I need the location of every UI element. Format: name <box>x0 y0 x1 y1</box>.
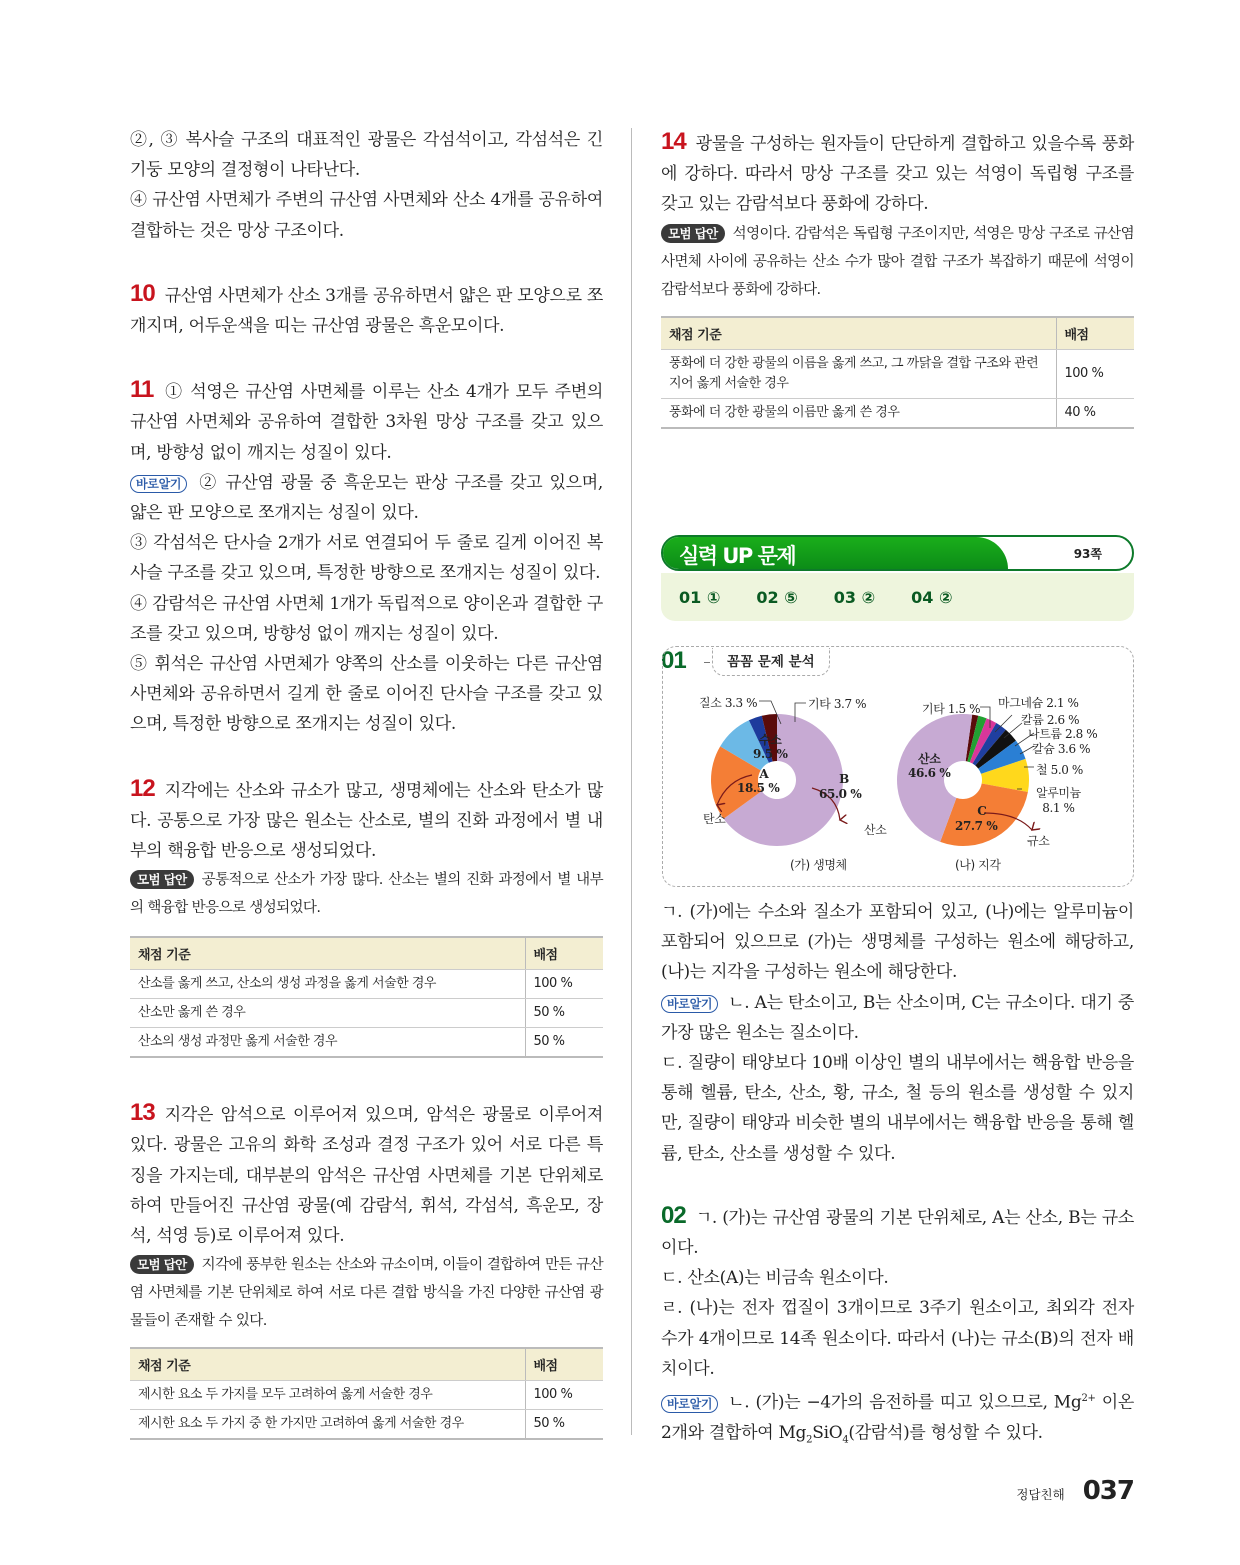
scoring-table <box>130 936 603 1058</box>
criteria-cell: 제시한 요소 두 가지 중 한 가지만 고려하여 옳게 서술한 경우 <box>130 1410 525 1440</box>
answer-text: ㄴ. A는 탄소이고, B는 산소이며, C는 규소이다. 대기 중 가장 많은 원소는 질소이다. <box>661 992 1134 1043</box>
table-header: 배점 <box>525 937 603 970</box>
answer-text: 규산염 사면체가 산소 3개를 공유하면서 얇은 판 모양으로 쪼개지며, 어두운색을 띠는 규산염 광물은 흑운모이다. <box>130 285 603 337</box>
answer-text: 바로알기 ㄴ. (가)는 −4가의 음전하를 띠고 있으므로, $Mg^{2+}$ 이온 2개와 결합하여 $Mg_2SiO_4$(감람석)를 형성할 수 있다. <box>661 1392 1134 1446</box>
table-row <box>130 1410 603 1440</box>
answer-key-item: 03 ② <box>833 587 876 607</box>
pie-label: 철 5.0 % <box>1036 763 1083 777</box>
table-header: 채점 기준 <box>130 1348 525 1381</box>
pie-label: 기타 3.7 % <box>808 697 867 711</box>
pie-label: 알루미늄 8.1 % <box>1036 786 1081 815</box>
criteria-cell: 산소를 옳게 쓰고, 산소의 생성 과정을 옳게 서술한 경우 <box>130 970 525 999</box>
question-14 <box>661 127 1134 220</box>
model-answer-badge: 모범 답안 <box>661 224 725 243</box>
model-answer-text: 공통적으로 산소가 가장 많다. 산소는 별의 진화 과정에서 별 내부의 핵융합 반응으로 생성되었다. <box>130 872 603 917</box>
table-header: 채점 기준 <box>661 317 1056 350</box>
pie-annotation: 탄소 <box>703 812 726 826</box>
question-number: 02 <box>661 1201 686 1229</box>
table-row <box>130 1028 603 1058</box>
answer-text: ① 석영은 규산염 사면체를 이루는 산소 4개가 모두 주변의 규산염 사면체와 공유하여 결합한 3차원 망상 구조를 갖고 있으며, 방향성 없이 깨지는 성질이 있다. <box>130 382 603 463</box>
criteria-cell: 풍화에 더 강한 광물의 이름을 옳게 쓰고, 그 까닭을 결합 구조와 관련지어 옳게 서술한 경우 <box>661 349 1056 398</box>
model-answer-text: 석영이다. 감람석은 독립형 구조이지만, 석영은 망상 구조로 규산염 사면체 사이에 공유하는 산소 수가 많아 결합 구조가 복잡하기 때문에 석영이 감람석보다 풍화에 강하다. <box>661 225 1134 298</box>
left-column <box>130 125 603 1440</box>
intro-line: ④ 규산염 사면체가 주변의 규산염 사면체와 산소 4개를 공유하여 결합하는 것은 망상 구조이다. <box>130 190 603 241</box>
question-13 <box>130 1098 603 1251</box>
table-row <box>130 999 603 1028</box>
pie-title: (가) 생명체 <box>790 858 847 872</box>
pie-label: B 65.0 % <box>819 772 862 801</box>
pie-title: (나) 지각 <box>955 858 1001 872</box>
answer-key-item: 01 ① <box>679 587 721 607</box>
pie-label: C 27.7 % <box>955 804 998 833</box>
question-number: 12 <box>130 774 155 802</box>
pie-label: 수소 9.5 % <box>753 733 788 761</box>
answer-text: ④ 감람석은 규산염 사면체 1개가 독립적으로 양이온과 결합한 구조를 갖고 있으며, 방향성 없이 깨지는 성질이 있다. <box>130 593 603 644</box>
answer-key-item: 04 ② <box>911 587 953 607</box>
answer-text: ㄹ. (나)는 전자 껍질이 3개이므로 3주기 원소이고, 최외각 전자 수가 4개이므로 14족 원소이다. 따라서 (나)는 규소(B)의 전자 배치이다. <box>661 1298 1134 1379</box>
criteria-cell: 제시한 요소 두 가지를 모두 고려하여 옳게 서술한 경우 <box>130 1381 525 1410</box>
score-cell: 40 % <box>1056 398 1134 428</box>
pie-label: 칼륨 2.6 % <box>1021 713 1080 727</box>
table-header: 채점 기준 <box>130 937 525 970</box>
table-row <box>130 1381 603 1410</box>
answer-text: ㄷ. 산소(A)는 비금속 원소이다. <box>661 1268 889 1289</box>
criteria-cell: 풍화에 더 강한 광물의 이름만 옳게 쓴 경우 <box>661 398 1056 428</box>
right-column-top <box>661 127 1134 429</box>
skill-up-banner <box>661 535 1134 571</box>
footer-label: 정답친해 <box>1016 1487 1065 1502</box>
scoring-table <box>130 1347 603 1440</box>
score-cell: 100 % <box>525 1381 603 1410</box>
pie-label: 기타 1.5 % <box>922 702 981 716</box>
question-01-explanation <box>661 897 1134 1456</box>
scoring-table <box>661 316 1134 429</box>
model-answer-badge: 모범 답안 <box>130 1255 194 1274</box>
model-answer <box>661 220 1134 304</box>
score-cell: 100 % <box>1056 349 1134 398</box>
correction-badge: 바로알기 <box>661 1395 718 1413</box>
banner-page-ref: 93쪽 <box>1073 547 1102 561</box>
model-answer-text: 지각에 풍부한 원소는 산소와 규소이며, 이들이 결합하여 만든 규산염 사면체를 기본 단위체로 하여 서로 다른 결합 방식을 가진 다양한 규산염 광물들이 존재할 수 있다. <box>130 1257 603 1330</box>
model-answer-badge: 모범 답안 <box>130 870 194 889</box>
pie-label: 나트륨 2.8 % <box>1028 727 1098 741</box>
pie-label: 산소 46.6 % <box>908 752 951 780</box>
pie-label: 마그네슘 2.1 % <box>998 696 1079 710</box>
answer-key-item: 02 ⑤ <box>756 587 798 607</box>
answer-text: ⑤ 휘석은 규산염 사면체가 양쪽의 산소를 이웃하는 다른 규산염 사면체와 공유하면서 길게 한 줄로 이어진 단사슬 구조를 갖고 있으며, 특정한 방향으로 쪼개지는 성질이 있다. <box>130 654 603 735</box>
model-answer <box>130 866 603 922</box>
page-footer <box>1016 1476 1134 1506</box>
pie-label: 칼슘 3.6 % <box>1032 742 1091 756</box>
intro-paragraph <box>130 125 603 246</box>
pie-annotation: 산소 <box>864 823 887 837</box>
question-12 <box>130 774 603 867</box>
analysis-label: 꼼꼼 문제 분석 <box>712 648 830 676</box>
score-cell: 50 % <box>525 1410 603 1440</box>
pie-label: 질소 3.3 % <box>699 696 758 710</box>
answer-text: ㄷ. 질량이 태양보다 10배 이상인 별의 내부에서는 핵융합 반응을 통해 헬륨, 탄소, 산소, 황, 규소, 철 등의 원소를 생성할 수 있지만, 질량이 태양과 비슷한 별의 내부에서는 핵융합 반응을 통해 헬륨, 탄소, 산소를 생성할 수 있다. <box>661 1053 1134 1164</box>
intro-line: ②, ③ 복사슬 구조의 대표적인 광물은 각섬석이고, 각섬석은 긴 기둥 모양의 결정형이 나타난다. <box>130 130 603 181</box>
question-number: 11 <box>130 376 154 404</box>
question-number: 01 <box>661 647 686 674</box>
correction-badge: 바로알기 <box>661 995 718 1013</box>
banner-title: 실력 UP 문제 <box>679 544 796 568</box>
answer-text: 광물을 구성하는 원자들이 단단하게 결합하고 있을수록 풍화에 강하다. 따라서 망상 구조를 갖고 있는 석영이 독립형 구조를 갖고 있는 감람석보다 풍화에 강하다. <box>661 134 1134 215</box>
score-cell: 100 % <box>525 970 603 999</box>
answer-text: 지각에는 산소와 규소가 많고, 생명체에는 산소와 탄소가 많다. 공통으로 가장 많은 원소는 산소로, 별의 진화 과정에서 별 내부의 핵융합 반응으로 생성되었다. <box>130 780 603 862</box>
question-11 <box>130 375 603 739</box>
table-row <box>661 349 1134 398</box>
answer-text: 지각은 암석으로 이루어져 있으며, 암석은 광물로 이루어져 있다. 광물은 고유의 화학 조성과 결정 구조가 있어 서로 다른 특징을 가지는데, 대부분의 암석은 규산염 사면체를 기본 단위체로 하여 만들어진 규산염 광물(예 감람석, 휘석, 각섬석, 흑운모, 장석, 석영 등)로 이루어져 있다. <box>130 1105 603 1247</box>
question-02 <box>661 1201 1134 1263</box>
table-header: 배점 <box>525 1348 603 1381</box>
criteria-cell: 산소만 옳게 쓴 경우 <box>130 999 525 1028</box>
score-cell: 50 % <box>525 999 603 1028</box>
table-row <box>661 398 1134 428</box>
answer-text: ㄱ. (가)에는 수소와 질소가 포함되어 있고, (나)에는 알루미늄이 포함되어 있으므로 (가)는 생명체를 구성하는 원소에 해당하고, (나)는 지각을 구성하는 원소에 해당한다. <box>661 902 1134 983</box>
pie-annotation: 규소 <box>1027 834 1050 848</box>
question-number: 13 <box>130 1099 155 1127</box>
table-row <box>130 970 603 999</box>
question-number: 10 <box>130 279 155 307</box>
pie-label: A 18.5 % <box>737 767 780 795</box>
answer-text: ③ 각섬석은 단사슬 2개가 서로 연결되어 두 줄로 길게 이어진 복사슬 구조를 갖고 있으며, 특정한 방향으로 쪼개지는 성질이 있다. <box>130 533 603 584</box>
answer-text: ㄱ. (가)는 규산염 광물의 기본 단위체로, A는 산소, B는 규소이다. <box>661 1207 1134 1259</box>
correction-badge: 바로알기 <box>130 475 187 493</box>
column-divider <box>631 128 632 1435</box>
criteria-cell: 산소의 생성 과정만 옳게 서술한 경우 <box>130 1028 525 1058</box>
question-10 <box>130 279 603 341</box>
page-number: 037 <box>1082 1476 1134 1506</box>
answer-key-row <box>661 573 1134 621</box>
answer-text: ② 규산염 광물 중 흑운모는 판상 구조를 갖고 있으며, 얇은 판 모양으로 쪼개지는 성질이 있다. <box>130 472 603 524</box>
model-answer <box>130 1251 603 1335</box>
table-header: 배점 <box>1056 317 1134 350</box>
score-cell: 50 % <box>525 1028 603 1058</box>
question-number: 14 <box>661 128 686 155</box>
